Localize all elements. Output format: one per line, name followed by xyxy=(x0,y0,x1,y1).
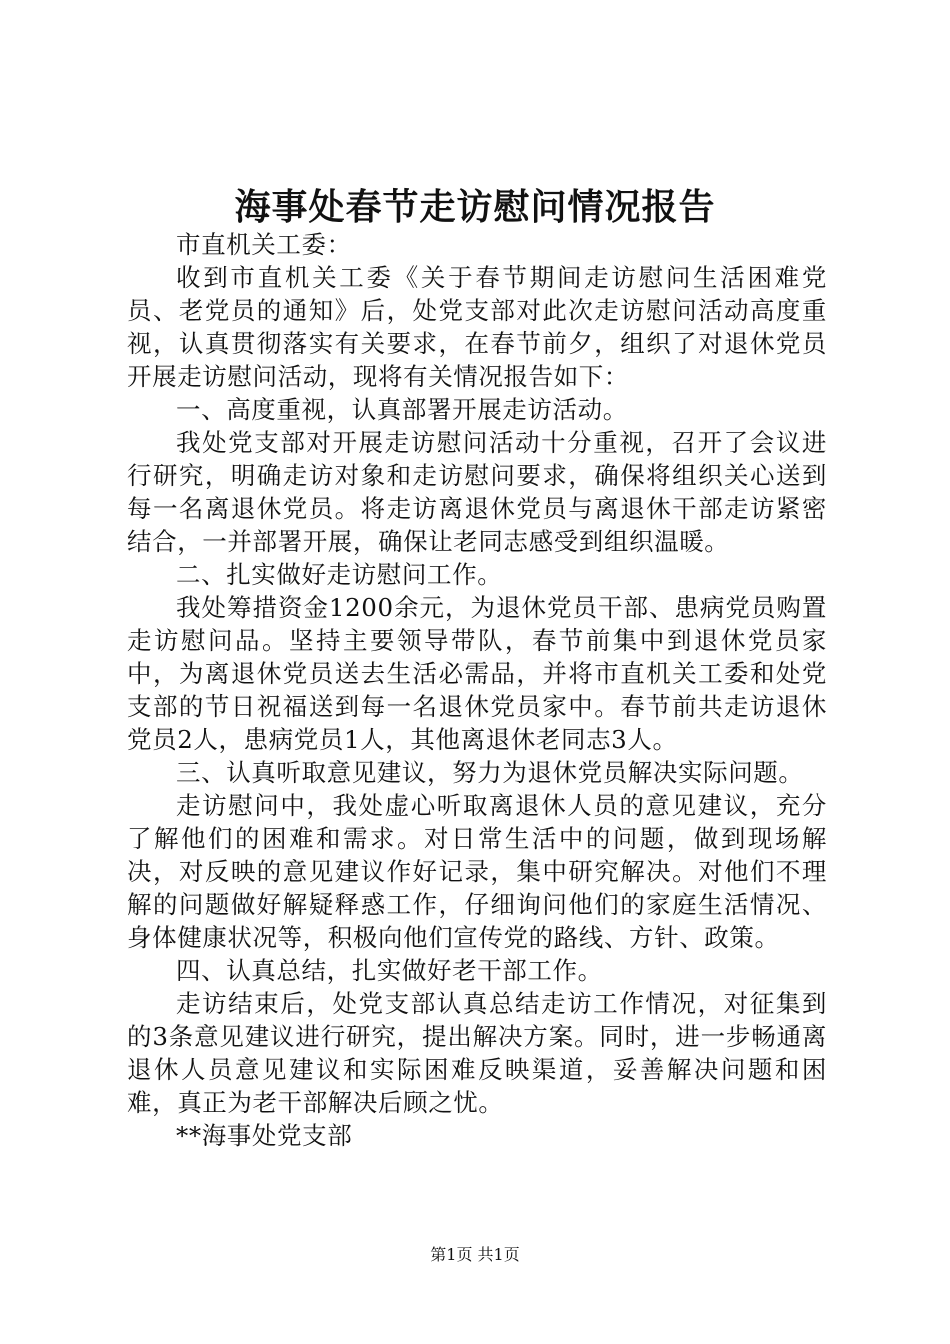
signature: **海事处党支部 xyxy=(176,1121,353,1150)
section-body-2: 我处筹措资金1200余元，为退休党员干部、患病党员购置走访慰问品。坚持主要领导带队，春节前集中到退休党员家中，为离退休党员送去生活必需品，并将市直机关工委和处党支部的节日祝福送到每一名退休党员家中。春节前共走访退休党员2人，患病党员1人，其他离退休老同志3人。 xyxy=(127,593,827,754)
section-heading-2: 二、扎实做好走访慰问工作。 xyxy=(176,560,503,589)
page-footer: 第1页 共1页 xyxy=(430,1245,520,1264)
document-title: 海事处春节走访慰问情况报告 xyxy=(234,186,716,228)
section-body-4: 走访结束后，处党支部认真总结走访工作情况，对征集到的3条意见建议进行研究，提出解决方案。同时，进一步畅通离退休人员意见建议和实际困难反映渠道，妥善解决问题和困难，真正为老干部解决后顾之忧。 xyxy=(127,989,827,1117)
salutation: 市直机关工委： xyxy=(176,230,352,259)
document-body xyxy=(127,228,827,1152)
section-body-1: 我处党支部对开展走访慰问活动十分重视，召开了会议进行研究，明确走访对象和走访慰问要求，确保将组织关心送到每一名离退休党员。将走访离退休党员与离退休干部走访紧密结合，一并部署开展，确保让老同志感受到组织温暖。 xyxy=(127,428,827,556)
section-heading-4: 四、认真总结，扎实做好老干部工作。 xyxy=(176,956,603,985)
section-heading-1: 一、高度重视，认真部署开展走访活动。 xyxy=(176,395,628,424)
section-body-3: 走访慰问中，我处虚心听取离退休人员的意见建议，充分了解他们的困难和需求。对日常生活中的问题，做到现场解决，对反映的意见建议作好记录，集中研究解决。对他们不理解的问题做好解疑释惑工作，仔细询问他们的家庭生活情况、身体健康状况等，积极向他们宣传党的路线、方针、政策。 xyxy=(127,791,827,952)
section-heading-3: 三、认真听取意见建议，努力为退休党员解决实际问题。 xyxy=(176,758,804,787)
intro-paragraph: 收到市直机关工委《关于春节期间走访慰问生活困难党员、老党员的通知》后，处党支部对此次走访慰问活动高度重视，认真贯彻落实有关要求，在春节前夕，组织了对退休党员开展走访慰问活动，现将有关情况报告如下： xyxy=(127,263,827,391)
